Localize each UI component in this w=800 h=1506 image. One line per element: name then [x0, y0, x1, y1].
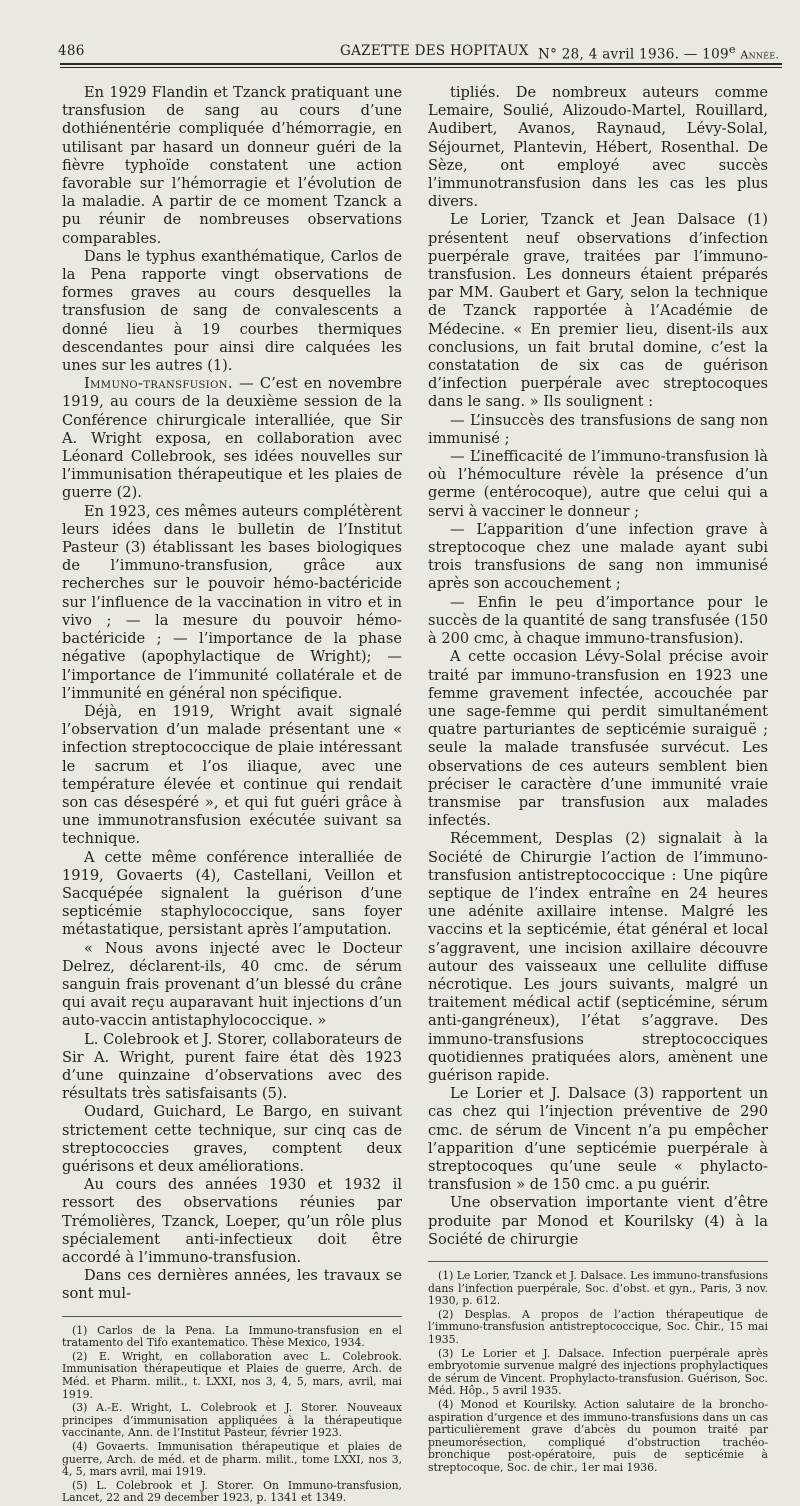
paragraph-text: En 1929 Flandin et Tzanck pratiquant une transfusion de sang au cours d’une dothiénentérie compliquée d’hémorragie, en utilisant par hasard un donneur guéri de la fièvre typhoïde constatent une action favorable sur l’hémorragie et l’évolution de la maladie. A partir de ce moment Tzanck a pu réunir de nombreuses observations comparables. — [62, 84, 402, 247]
paragraph — [428, 1194, 768, 1249]
paragraph — [62, 1103, 402, 1176]
paragraph — [62, 375, 402, 502]
paragraph — [62, 1176, 402, 1267]
paragraph — [62, 940, 402, 1031]
paragraph — [62, 1267, 402, 1303]
paragraph — [428, 648, 768, 830]
footnote: (4) Monod et Kourilsky. Action salutaire de la broncho-aspiration d’urgence et des immuno-transfusions dans un cas particulièrement grave d’abcès du poumon traité par pneumorésection, compliqué d’obstruction trachéo-bronchique post-opératoire, puis de septicémie à streptocoque, Soc. de chir., 1er mai 1936. — [428, 1397, 768, 1474]
paragraph — [428, 448, 768, 521]
paragraph-text: — Enfin le peu d’importance pour le succès de la quantité de sang transfusée (150 à 200 cmc, à chaque immuno-transfusion). — [428, 593, 768, 648]
paragraph — [62, 248, 402, 375]
footnote: (4) Govaerts. Immunisation thérapeutique et plaies de guerre, Arch. de méd. et de pharm. milit., tome LXXI, nos 3, 4, 5, mars avril, mai 1919. — [62, 1439, 402, 1479]
issue-text: N° 28, 4 avril 1936. — 109 — [538, 46, 729, 63]
issue-info — [538, 43, 779, 63]
footnote: (5) L. Colebrook et J. Storer. On Immuno-transfusion, Lancet, 22 and 29 december 1923, p. 1341 et 1349. — [62, 1478, 402, 1505]
paragraph-text: — L’insuccès des transfusions de sang non immunisé ; — [428, 411, 768, 447]
paragraph-text: A cette même conférence interalliée de 1919, Govaerts (4), Castellani, Veillon et Sacquépée signalent la guérison d’une septicémie staphylococcique, sans foyer métastatique, persistant après l’amputation. — [62, 848, 402, 939]
paragraph-text: Déjà, en 1919, Wright avait signalé l’observation d’un malade présentant une « infection streptococcique de plaie intéressant le sacrum et l’os iliaque, avec une température élevée et continue qui rendait son cas désespéré », et qui fut guéri grâce à une immunotransfusion exécutée suivant sa technique. — [62, 702, 402, 848]
footnote: (3) Le Lorier et J. Dalsace. Infection puerpérale après embryotomie survenue malgré des injections prophylactiques de sérum de Vincent. Prophylacto-transfusion. Guérison, Soc. Méd. Hôp., 5 avril 1935. — [428, 1346, 768, 1398]
paragraph — [428, 412, 768, 448]
paragraph-text: tipliés. De nombreux auteurs comme Lemaire, Soulié, Alizoudo-Martel, Rouillard, Audibert, Avanos, Raynaud, Lévy-Solal, Séjournet, Plantevin, Hébert, Rosenthal. De Sèze, ont employé avec succès l’immunotransfusion dans les cas les plus divers. — [428, 84, 768, 211]
header-rule-thick — [60, 63, 782, 65]
right-footnotes — [428, 1270, 768, 1475]
paragraph-text: A cette occasion Lévy-Solal précise avoir traité par immuno-transfusion en 1923 une femme gravement infectée, accouchée par une sage-femme qui perdit simultanément quatre parturiantes de septicémie suraiguë ; seule la malade transfusée survécut. Les observations de ces auteurs semblent bien préciser le caractère d’une immunité vraie transmise par transfusion aux malades infectés. — [428, 648, 768, 830]
paragraph — [428, 521, 768, 594]
section-heading: Immuno-transfusion. — [84, 375, 233, 393]
paragraph-text: — C’est en novembre 1919, au cours de la deuxième session de la Conférence chirurgicale interalliée, que Sir A. Wright exposa, en collaboration avec Léonard Collebrook, ses idées nouvelles sur l’immunisation thérapeutique et les plaies de guerre (2). — [62, 375, 402, 502]
paragraph — [428, 1085, 768, 1194]
paragraph-text: Le Lorier et J. Dalsace (3) rapportent un cas chez qui l’injection préventive de 290 cmc. de sérum de Vincent n’a pu empêcher l’apparition d’une septicémie puerpérale à streptocoques qu’une seule « phylacto-transfusion » de 150 cmc. a pu guérir. — [428, 1085, 768, 1194]
footnote: (1) Carlos de la Pena. La Immuno-transfusion en el tratamento del Tifo exantematico. Thèse Mexico, 1934. — [62, 1323, 402, 1350]
paragraph-text: Dans ces dernières années, les travaux se sont mul- — [62, 1267, 402, 1303]
paragraph — [428, 84, 768, 211]
paragraph-text: — L’inefficacité de l’immuno-transfusion là où l’hémoculture révèle la présence d’un germe (entérocoque), autre que celui qui a servi à vacciner le donneur ; — [428, 448, 768, 520]
footnote: (3) A.-E. Wright, L. Colebrook et J. Storer. Nouveaux principes d’immunisation appliquées à la thérapeutique vaccinante, Ann. de l’Institut Pasteur, février 1923. — [62, 1401, 402, 1440]
paragraph-text: En 1923, ces mêmes auteurs complétèrent leurs idées dans le bulletin de l’Institut Pasteur (3) établissant les bases biologiques de l’immuno-transfusion, grâce aux recherches sur le pouvoir hémo-bactéricide sur l’influence de la vaccination in vitro et in vivo ; — la mesure du pouvoir hémo-bactéricide ; — l’importance de la phase négative (apophylactique de Wright); — l’importance de l’immunité collatérale et de l’immunité en général non spécifique. — [62, 502, 402, 702]
paragraph — [62, 84, 402, 248]
footnote: (1) Le Lorier, Tzanck et J. Dalsace. Les immuno-transfusions dans l’infection puerpérale, Soc. d’obst. et gyn., Paris, 3 nov. 1930, p. 612. — [428, 1269, 768, 1308]
paragraph — [62, 1031, 402, 1104]
issue-suffix: Année. — [740, 48, 780, 62]
paragraph — [428, 594, 768, 649]
paragraph-text: Dans le typhus exanthématique, Carlos de la Pena rapporte vingt observations de formes graves au cours desquelles la transfusion de sang de convalescents a donné lieu à 19 courbes thermiques descendantes pour ainsi dire calquées les unes sur les autres (1). — [62, 247, 402, 375]
left-column — [62, 84, 402, 1506]
paragraph-text: Une observation importante vient d’être produite par Monod et Kourilsky (4) à la Société de chirurgie — [428, 1194, 768, 1248]
right-column — [428, 84, 768, 1476]
header-rule-thin — [60, 67, 782, 68]
paragraph-text: — L’apparition d’une infection grave à streptocoque chez une malade ayant subi trois transfusions de sang non immunisé après son accouchement ; — [428, 520, 768, 593]
page-number: 486 — [58, 43, 85, 59]
paragraph-text: Récemment, Desplas (2) signalait à la Société de Chirurgie l’action de l’immuno-transfusion antistreptococcique : Une piqûre septique de l’index entraîne en 24 heures une adénite axillaire intense. Malgré les vaccins et la septicémie, état général et local s’aggravent, une incision axillaire découvre autour des vaisseaux une cellulite diffuse nécrotique. Les jours suivants, malgré un traitement médical actif (septicémine, sérum anti-gangréneux), l’état s’aggrave. Des immuno-transfusions streptococciques quotidiennes pratiquées alors, amènent une guérison rapide. — [428, 830, 768, 1084]
paragraph-text: « Nous avons injecté avec le Docteur Delrez, déclarent-ils, 40 cmc. de sérum sanguin frais provenant d’un blessé du crâne qui avait reçu auparavant huit injections d’un auto-vaccin antistaphylococcique. » — [62, 939, 402, 1030]
paragraph — [428, 830, 768, 1085]
footnote-separator — [62, 1316, 402, 1317]
left-column-body — [62, 84, 402, 1304]
paragraph-text: Oudard, Guichard, Le Bargo, en suivant strictement cette technique, sur cinq cas de streptococcies graves, comptent deux guérisons et deux améliorations. — [62, 1103, 402, 1175]
paragraph-text: Le Lorier, Tzanck et Jean Dalsace (1) présentent neuf observations d’infection puerpérale grave, traitées par l’immuno-transfusion. Les donneurs étaient préparés par MM. Gaubert et Gary, selon la technique de Tzanck rapportée à l’Académie de Médecine. « En premier lieu, disent-ils aux conclusions, un fait brutal domine, c’est la constatation de six cas de guérison d’infection puerpérale avec streptocoques dans le sang. » Ils soulignent : — [428, 211, 768, 411]
paragraph — [62, 849, 402, 940]
right-column-body — [428, 84, 768, 1249]
paragraph — [428, 211, 768, 411]
footnote: (2) Desplas. A propos de l’action thérapeutique de l’immuno-transfusion antistreptococcique, Soc. Chir., 15 mai 1935. — [428, 1307, 768, 1346]
paragraph-text: Au cours des années 1930 et 1932 il ressort des observations réunies par Trémolières, Tzanck, Loeper, qu’un rôle plus spécialement anti-infectieux doit être accordé à l’immuno-transfusion. — [62, 1176, 402, 1266]
journal-title: GAZETTE DES HOPITAUX — [340, 43, 529, 59]
issue-superscript: e — [728, 43, 736, 56]
paragraph — [62, 503, 402, 703]
running-header — [0, 38, 800, 62]
footnote-separator — [428, 1261, 768, 1262]
paragraph-text: L. Colebrook et J. Storer, collaborateurs de Sir A. Wright, purent faire état dès 1923 d’une quinzaine d’observations avec des résultats très satisfaisants (5). — [62, 1030, 402, 1103]
left-footnotes — [62, 1325, 402, 1505]
paragraph — [62, 703, 402, 849]
footnote: (2) E. Wright, en collaboration avec L. Colebrook. Immunisation thérapeutique et Plaies de guerre, Arch. de Méd. et Pharm. milit., t. LXXI, nos 3, 4, 5, mars, avril, mai 1919. — [62, 1349, 402, 1401]
